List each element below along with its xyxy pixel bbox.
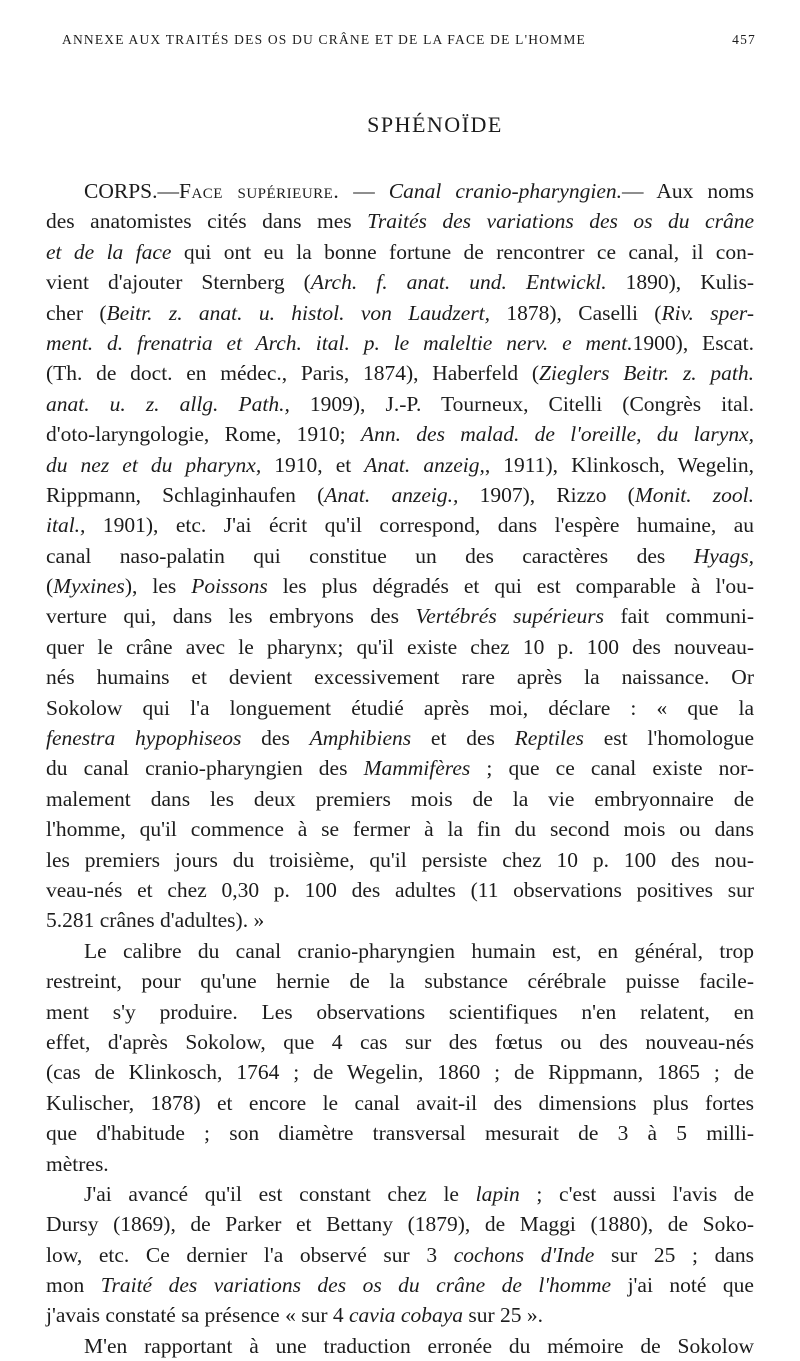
text-segment: cher ( (46, 300, 107, 325)
text-segment: — (339, 179, 389, 203)
text-segment: qui ont eu la bonne fortune de rencontrer ce canal, il con- (171, 239, 755, 264)
text-segment: fait communi- (603, 604, 754, 629)
running-head-title: ANNEXE AUX TRAITÉS DES OS DU CRÂNE ET DE LA FACE DE L'HOMME (62, 32, 586, 47)
italic-text: ment. d. frenatria et Arch. ital. p. le maleltie nerv. e ment. (46, 330, 633, 355)
text-segment: du canal cranio-pharyngien des (46, 756, 364, 781)
text-line (46, 966, 754, 996)
text-segment: 1901), etc. J'ai écrit qu'il correspond, dans l'espère humaine, au (85, 513, 754, 538)
text-segment: 1909), J.-P. Tourneux, Citelli (Congrès ital. (289, 391, 754, 416)
text-line (46, 632, 754, 662)
text-segment: effet, d'après Sokolow, que 4 cas sur des fœtus ou des nouveau-nés (46, 1029, 754, 1054)
text-line (46, 267, 754, 297)
text-line (46, 328, 754, 358)
text-line (46, 389, 754, 419)
text-line (46, 1057, 754, 1087)
text-segment: restreint, pour qu'une hernie de la substance cérébrale puisse facile- (46, 969, 754, 994)
italic-text: Ann. des malad. de l'oreille, du larynx, (360, 422, 754, 447)
text-segment: sur 25 ». (463, 1303, 544, 1328)
text-line (46, 1331, 754, 1361)
text-line (46, 1240, 754, 1270)
text-line (46, 936, 754, 966)
italic-text: Arch. f. anat. und. Entwickl. (310, 270, 607, 295)
text-segment: ment s'y produire. Les observations scientifiques n'en relatent, en (46, 999, 754, 1024)
text-segment: 1878), Caselli ( (490, 300, 662, 325)
text-segment: j'avais constaté sa présence « sur 4 (46, 1303, 349, 1328)
text-segment: que d'habitude ; son diamètre transversal mesurait de 3 à 5 milli- (46, 1121, 754, 1146)
text-segment: mon (46, 1273, 101, 1298)
text-segment: CORPS.— (84, 179, 179, 203)
italic-text: Beitr. z. anat. u. histol. von Laudzert, (106, 300, 491, 325)
text-segment: Kulischer, 1878) et encore le canal avait-il des dimensions plus fortes (46, 1090, 754, 1115)
italic-text: cochons d'Inde (453, 1242, 595, 1267)
italic-text: anat. u. z. allg. Path., (46, 391, 290, 416)
text-line (46, 753, 754, 783)
text-line (46, 1270, 754, 1300)
text-segment: M'en rapportant à une traduction erronée du mémoire de Sokolow (84, 1333, 754, 1358)
italic-text: Anat. anzeig., (324, 482, 459, 507)
text-segment: ), les (124, 574, 192, 599)
text-line (46, 358, 754, 388)
italic-text: et de la face (46, 239, 172, 264)
italic-text: Canal cranio-pharyngien. (388, 179, 622, 203)
page-number: 457 (732, 32, 756, 47)
italic-text: Myxines (53, 574, 125, 599)
text-segment: ; que ce canal existe nor- (470, 756, 754, 781)
text-segment: 1907), Rizzo ( (458, 482, 635, 507)
italic-text: Zieglers Beitr. z. path. (539, 361, 755, 386)
italic-text: Anat. anzeig, (364, 452, 485, 477)
text-segment: est l'homologue (583, 726, 754, 751)
text-segment: — Aux noms (622, 179, 754, 203)
text-segment: 1900), Escat. (632, 330, 754, 355)
text-line (46, 845, 754, 875)
text-segment: et des (411, 726, 515, 751)
text-line (46, 1149, 754, 1179)
text-line (46, 1209, 754, 1239)
text-segment: verture qui, dans les embryons des (46, 604, 416, 629)
text-segment: vient d'ajouter Sternberg ( (46, 270, 311, 295)
text-segment: quer le crâne avec le pharynx; qu'il existe chez 10 p. 100 des nouveau- (46, 634, 754, 659)
text-segment: Dursy (1869), de Parker et Bettany (1879), de Maggi (1880), de Soko- (46, 1212, 754, 1237)
text-segment: canal naso-palatin qui constitue un des caractères des (46, 543, 694, 568)
italic-text: du nez et du pharynx, (46, 452, 262, 477)
text-line (46, 541, 754, 571)
text-segment: ( (46, 574, 54, 599)
italic-text: Traités des variations des os du crâne (367, 209, 754, 234)
text-line (46, 1118, 754, 1148)
text-segment: j'ai noté que (611, 1273, 754, 1298)
italic-text: Amphibiens (309, 726, 412, 751)
italic-text: Reptiles (514, 726, 584, 751)
text-line (46, 905, 754, 935)
text-line (46, 298, 754, 328)
body-text (46, 176, 754, 1361)
text-segment: , 1911), Klinkosch, Wegelin, (484, 452, 754, 477)
text-line (46, 723, 754, 753)
text-line (46, 693, 754, 723)
text-segment: Sokolow qui l'a longuement étudié après moi, déclare : « que la (46, 695, 754, 720)
text-segment: Le calibre du canal cranio-pharyngien humain est, en général, trop (84, 938, 754, 963)
text-segment: ; c'est aussi l'avis de (519, 1181, 754, 1206)
text-segment: J'ai avancé qu'il est constant chez le (84, 1181, 476, 1206)
text-segment: sur 25 ; dans (594, 1242, 754, 1267)
italic-text: Monit. zool. (634, 482, 755, 507)
text-segment: l'homme, qu'il commence à se fermer à la fin du second mois ou dans (46, 817, 754, 842)
text-segment: 1910, et (261, 452, 365, 477)
italic-text: Mammifères (363, 756, 471, 781)
italic-text: lapin (475, 1181, 520, 1206)
italic-text: Poissons (191, 574, 268, 599)
small-caps-text: Face supérieure. (179, 179, 340, 203)
italic-text: Vertébrés supérieurs (415, 604, 604, 629)
text-line (46, 237, 754, 267)
italic-text: fenestra hypophiseos (46, 726, 242, 751)
text-segment: d'oto-laryngologie, Rome, 1910; (46, 422, 361, 447)
text-line (46, 1179, 754, 1209)
section-title: SPHÉNOÏDE (367, 112, 503, 137)
italic-text: Hyags, (693, 543, 754, 568)
italic-text: Riv. sper- (661, 300, 754, 325)
text-line (46, 480, 754, 510)
text-segment: malement dans les deux premiers mois de la vie embryonnaire de (46, 786, 754, 811)
text-line (46, 176, 754, 206)
text-line (46, 1088, 754, 1118)
text-segment: 5.281 crânes d'adultes). » (46, 908, 265, 933)
text-line (46, 784, 754, 814)
text-line (46, 571, 754, 601)
text-segment: les premiers jours du troisième, qu'il persiste chez 10 p. 100 des nou- (46, 847, 754, 872)
text-line (46, 814, 754, 844)
text-segment: (Th. de doct. en médec., Paris, 1874), Haberfeld ( (46, 361, 540, 386)
text-segment: des (241, 726, 310, 751)
text-segment: Rippmann, Schlaginhaufen ( (46, 482, 325, 507)
text-segment: nés humains et devient excessivement rare après la naissance. Or (46, 665, 754, 690)
text-line (46, 419, 754, 449)
text-line (46, 875, 754, 905)
text-segment: des anatomistes cités dans mes (46, 209, 368, 234)
italic-text: cavia cobaya (348, 1303, 464, 1328)
italic-text: Traité des variations des os du crâne de l'homme (100, 1273, 612, 1298)
text-line (46, 1027, 754, 1057)
text-line (46, 662, 754, 692)
text-segment: (cas de Klinkosch, 1764 ; de Wegelin, 1860 ; de Rippmann, 1865 ; de (46, 1060, 754, 1085)
text-segment: low, etc. Ce dernier l'a observé sur 3 (46, 1242, 454, 1267)
italic-text: ital., (46, 513, 86, 538)
text-line (46, 206, 754, 236)
text-segment: les plus dégradés et qui est comparable à l'ou- (267, 574, 755, 599)
text-segment: mètres. (46, 1151, 109, 1176)
text-line (46, 510, 754, 540)
running-head (62, 32, 756, 48)
text-line (46, 997, 754, 1027)
text-line (46, 601, 754, 631)
text-segment: 1890), Kulis- (606, 270, 754, 295)
text-line (46, 450, 754, 480)
text-segment: veau-nés et chez 0,30 p. 100 des adultes (11 observations positives sur (46, 877, 754, 902)
text-line (46, 1300, 754, 1330)
